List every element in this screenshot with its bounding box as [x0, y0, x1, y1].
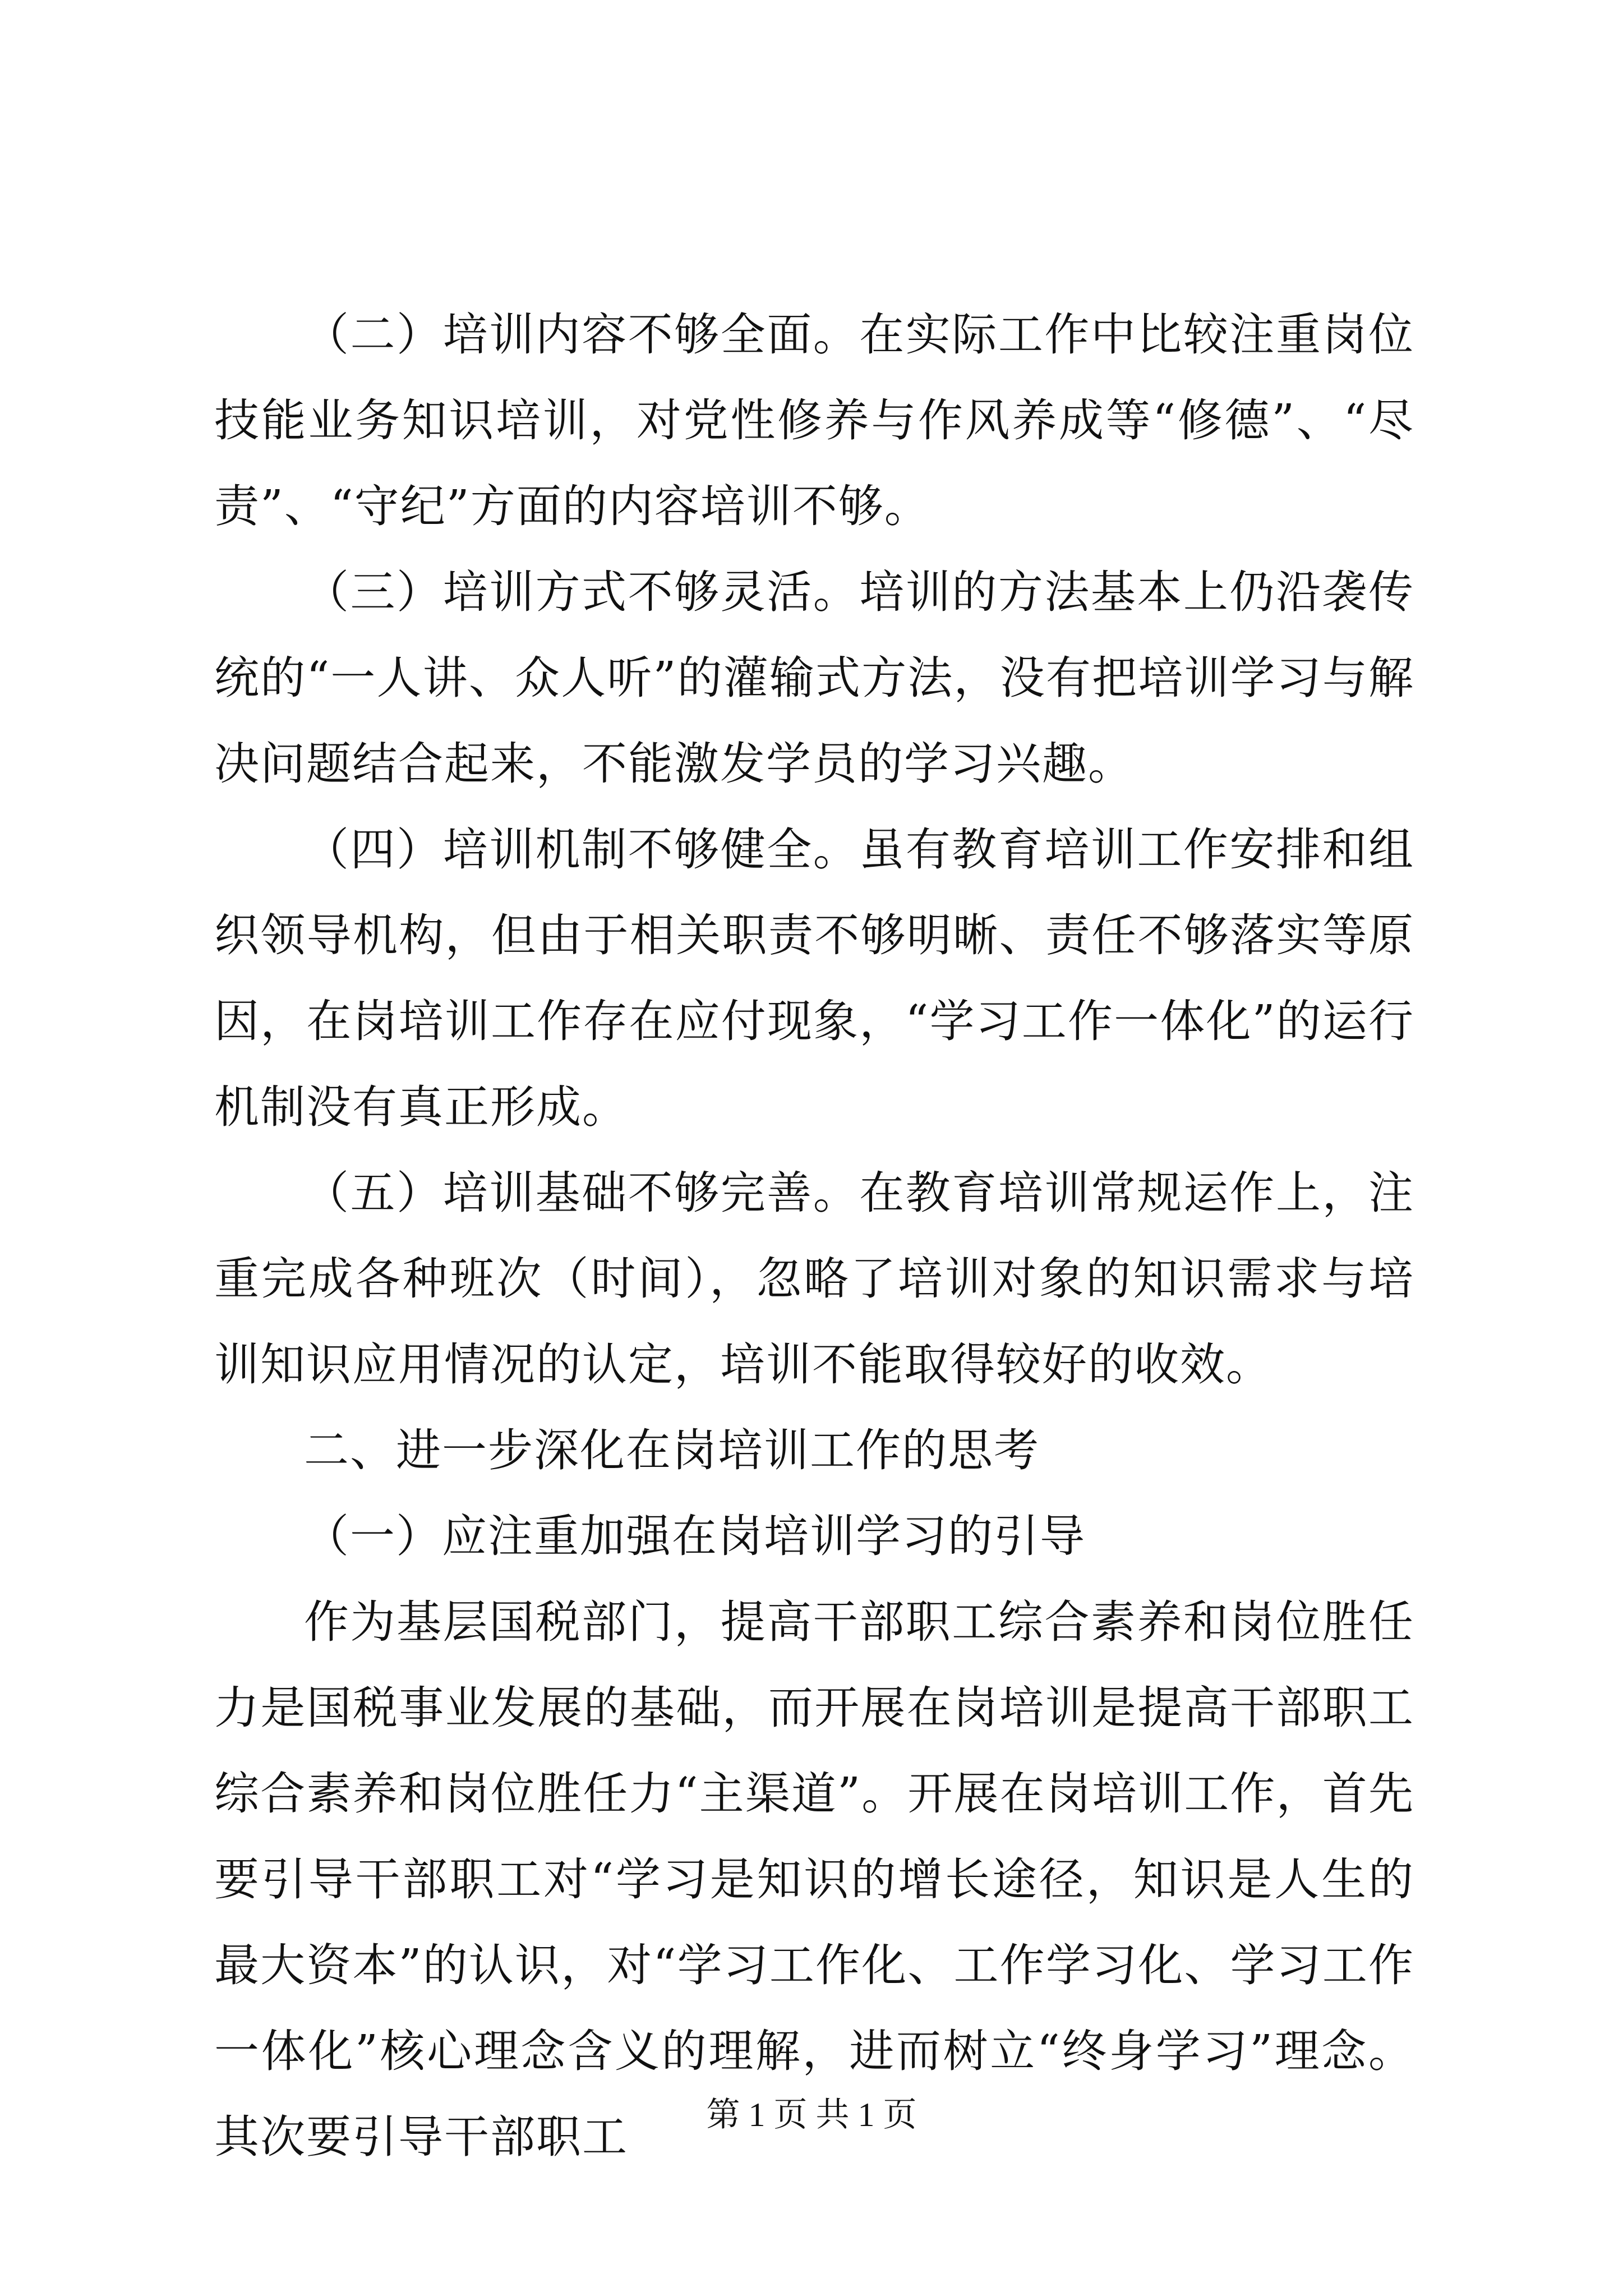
- page-footer: 第 1 页 共 1 页: [706, 2096, 917, 2133]
- paragraph-training-method: （三）培训方式不够灵活。培训的方法基本上仍沿袭传统的“一人讲、众人听”的灌输式方法，没有把培训学习与解决问题结合起来，不能激发学员的学习兴趣。: [214, 566, 1414, 790]
- subsection-heading: （一）应注重加强在岗培训学习的引导: [304, 1510, 1086, 1562]
- paragraph-guidance: 作为基层国税部门，提高干部职工综合素养和岗位胜任力是国税事业发展的基础，而开展在岗培训是提高干部职工综合素养和岗位胜任力“主渠道”。开展在岗培训工作，首先要引导干部职工对“学习是知识的增长途径，知识是人生的最大资本”的认识，对“学习工作化、工作学习化、学习工作一体化”核心理念含义的理解，进而树立“终身学习”理念。其次要引导干部职工: [214, 1596, 1414, 2163]
- paragraph-training-foundation: （五）培训基础不够完善。在教育培训常规运作上，注重完成各种班次（时间），忽略了培训对象的知识需求与培训知识应用情况的认定，培训不能取得较好的收效。: [214, 1167, 1414, 1391]
- paragraph-training-content: （二）培训内容不够全面。在实际工作中比较注重岗位技能业务知识培训，对党性修养与作风养成等“修德”、“尽责”、“守纪”方面的内容培训不够。: [214, 309, 1414, 532]
- paragraph-training-mechanism: （四）培训机制不够健全。虽有教育培训工作安排和组织领导机构，但由于相关职责不够明晰、责任不够落实等原因，在岗培训工作存在应付现象，“学习工作一体化”的运行机制没有真正形成。: [214, 823, 1414, 1133]
- document-body: [214, 292, 1414, 2180]
- section-heading: 二、进一步深化在岗培训工作的思考: [304, 1424, 1040, 1476]
